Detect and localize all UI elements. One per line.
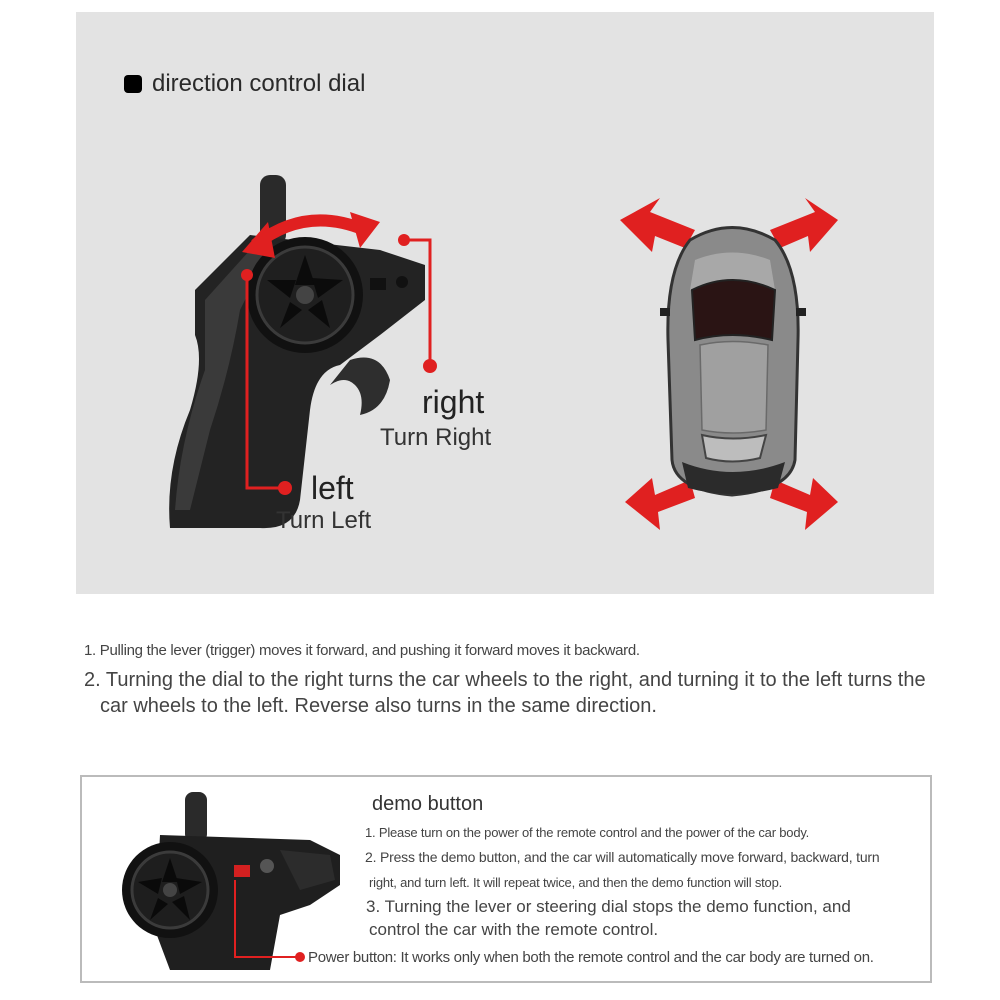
demo-line-3a: 3. Turning the lever or steering dial stops the demo function, and bbox=[366, 897, 851, 916]
turn-right-label: Turn Right bbox=[380, 424, 492, 451]
arrow-front-left-icon bbox=[620, 198, 695, 252]
section-title: direction control dial bbox=[152, 70, 366, 97]
section-heading bbox=[124, 70, 365, 98]
instructions bbox=[84, 642, 944, 719]
power-button-note: Power button: It works only when both the remote control and the car body are turned on. bbox=[308, 949, 874, 966]
turn-left-label: Turn Left bbox=[276, 507, 372, 534]
demo-line-3b: control the car with the remote control. bbox=[369, 920, 659, 939]
note-1: 1. Pulling the lever (trigger) moves it forward, and pushing it forward moves it backward. bbox=[84, 642, 640, 659]
power-button-icon bbox=[260, 859, 274, 873]
demo-line-2a: 2. Press the demo button, and the car will automatically move forward, backward, turn bbox=[365, 849, 880, 865]
demo-title: demo button bbox=[372, 793, 484, 815]
bullet-square-icon bbox=[124, 75, 142, 93]
demo-line-1: 1. Please turn on the power of the remote control and the power of the car body. bbox=[365, 825, 810, 840]
demo-button-icon bbox=[234, 865, 250, 877]
note-2: 2. Turning the dial to the right turns the car wheels to the right, and turning it to the left turns the car wheels to the left. Reverse also turns in the same direction. bbox=[84, 669, 926, 717]
demo-line-2b: right, and turn left. It will repeat twice, and then the demo function will stop. bbox=[369, 875, 783, 890]
arrow-rear-left-icon bbox=[625, 478, 695, 530]
right-label: right bbox=[422, 384, 485, 420]
car-topview-illustration bbox=[620, 190, 850, 535]
remote-controller-illustration bbox=[150, 170, 450, 540]
arrow-front-right-icon bbox=[770, 198, 838, 252]
left-label: left bbox=[311, 470, 354, 506]
remote-demo-illustration bbox=[130, 790, 340, 975]
arrow-rear-right-icon bbox=[770, 478, 838, 530]
